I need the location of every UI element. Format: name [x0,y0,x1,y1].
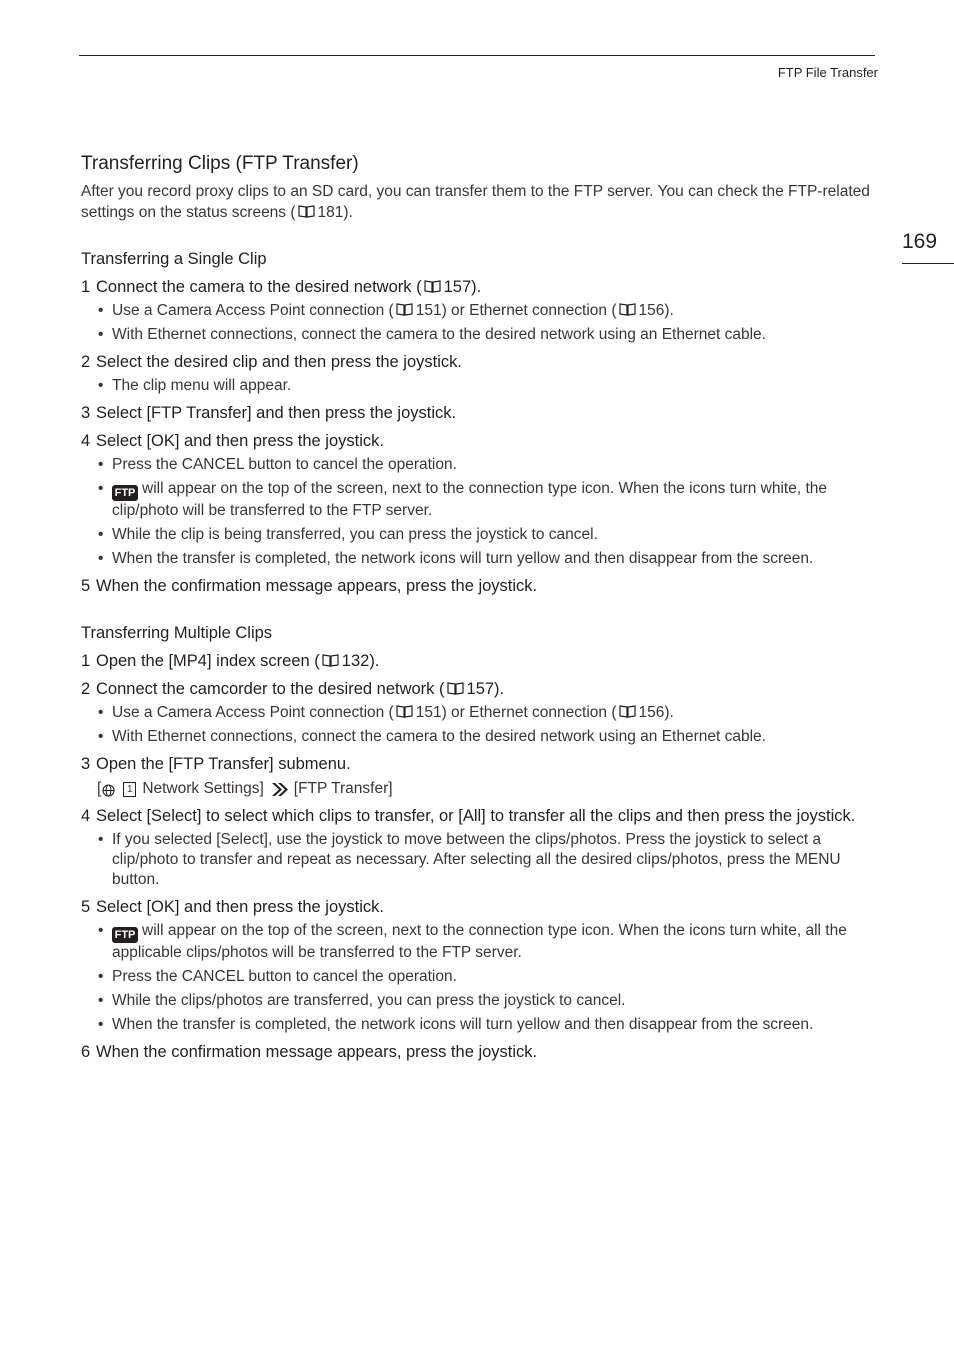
list-item: • FTP will appear on the top of the screen, next to the connection type icon. When the icons turn white, the clip/photo will be transferred to the FTP server. [81,479,876,521]
list-item: • With Ethernet connections, connect the camera to the desired network using an Ethernet cable. [81,727,876,747]
book-icon [396,302,413,315]
page-number-rule [902,263,954,264]
list-item: • While the clip is being transferred, you can press the joystick to cancel. [81,525,876,545]
section-heading-single-clip: Transferring a Single Clip [81,250,267,268]
step: 6 When the confirmation message appears, press the joystick. [81,1043,538,1061]
list-item: • When the transfer is completed, the network icons will turn yellow and then disappear from the screen. [81,1015,876,1035]
step: 3 Select [FTP Transfer] and then press the joystick. [81,404,457,422]
ftp-icon: FTP [112,485,138,501]
list-item: • FTP will appear on the top of the screen, next to the connection type icon. When the icons turn white, all the applicable clips/photos will be transferred to the FTP server. [81,921,876,963]
step: 4 Select [OK] and then press the joystick. [81,432,384,450]
list-item: • Use a Camera Access Point connection ( 151) or Ethernet connection ( 156). [81,301,876,321]
book-icon [424,278,441,291]
bullet-list [81,301,876,345]
bullet-list [81,455,876,569]
ftp-icon: FTP [112,927,138,943]
menu-path: [ 1 Network Settings] [FTP Transfer] [97,780,393,797]
header-rule [79,55,875,56]
step: 4 Select [Select] to select which clips to transfer, or [All] to transfer all the clips and then press the joystick. [81,807,856,825]
list-item: • While the clips/photos are transferred, you can press the joystick to cancel. [81,991,876,1011]
running-header: FTP File Transfer [777,65,878,80]
list-item: • Press the CANCEL button to cancel the operation. [81,455,876,475]
page-number: 169 [902,230,938,253]
bullet-list [81,830,876,890]
bullet-list [81,921,876,1035]
book-icon [298,203,315,216]
globe-icon [102,783,115,796]
intro-paragraph: After you record proxy clips to an SD card, you can transfer them to the FTP server. You can check the FTP-related settings on the status screens ( 181). [81,183,870,221]
book-icon [322,652,339,665]
step: 3 Open the [FTP Transfer] submenu. [81,755,351,773]
book-icon [619,302,636,315]
page-title: Transferring Clips (FTP Transfer) [81,153,359,174]
step: 2 Connect the camcorder to the desired network ( 157). [81,680,505,698]
bullet-list [81,376,876,396]
book-icon [619,704,636,717]
step: 1 Connect the camera to the desired network ( 157). [81,278,482,296]
bullet-list [81,703,876,747]
section-heading-multiple-clips: Transferring Multiple Clips [81,624,273,642]
list-item: • Press the CANCEL button to cancel the operation. [81,967,876,987]
menu-page-number: 1 [123,782,136,797]
list-item: • Use a Camera Access Point connection ( 151) or Ethernet connection ( 156). [81,703,876,723]
page-content [81,152,876,1063]
book-icon [396,704,413,717]
step: 5 Select [OK] and then press the joystick. [81,898,384,916]
list-item: • When the transfer is completed, the network icons will turn yellow and then disappear from the screen. [81,549,876,569]
step: 2 Select the desired clip and then press the joystick. [81,353,462,371]
list-item: • The clip menu will appear. [81,376,876,396]
list-item: • With Ethernet connections, connect the camera to the desired network using an Ethernet cable. [81,325,876,345]
step: 1 Open the [MP4] index screen ( 132). [81,652,380,670]
chevron-right-icon [271,782,288,797]
book-icon [447,680,464,693]
list-item: • If you selected [Select], use the joystick to move between the clips/photos. Press the joystick to select a clip/photo to transfer and repeat as necessary. After selecting all the desired clips/photos, press the MENU button. [81,830,876,890]
step: 5 When the confirmation message appears, press the joystick. [81,577,538,595]
